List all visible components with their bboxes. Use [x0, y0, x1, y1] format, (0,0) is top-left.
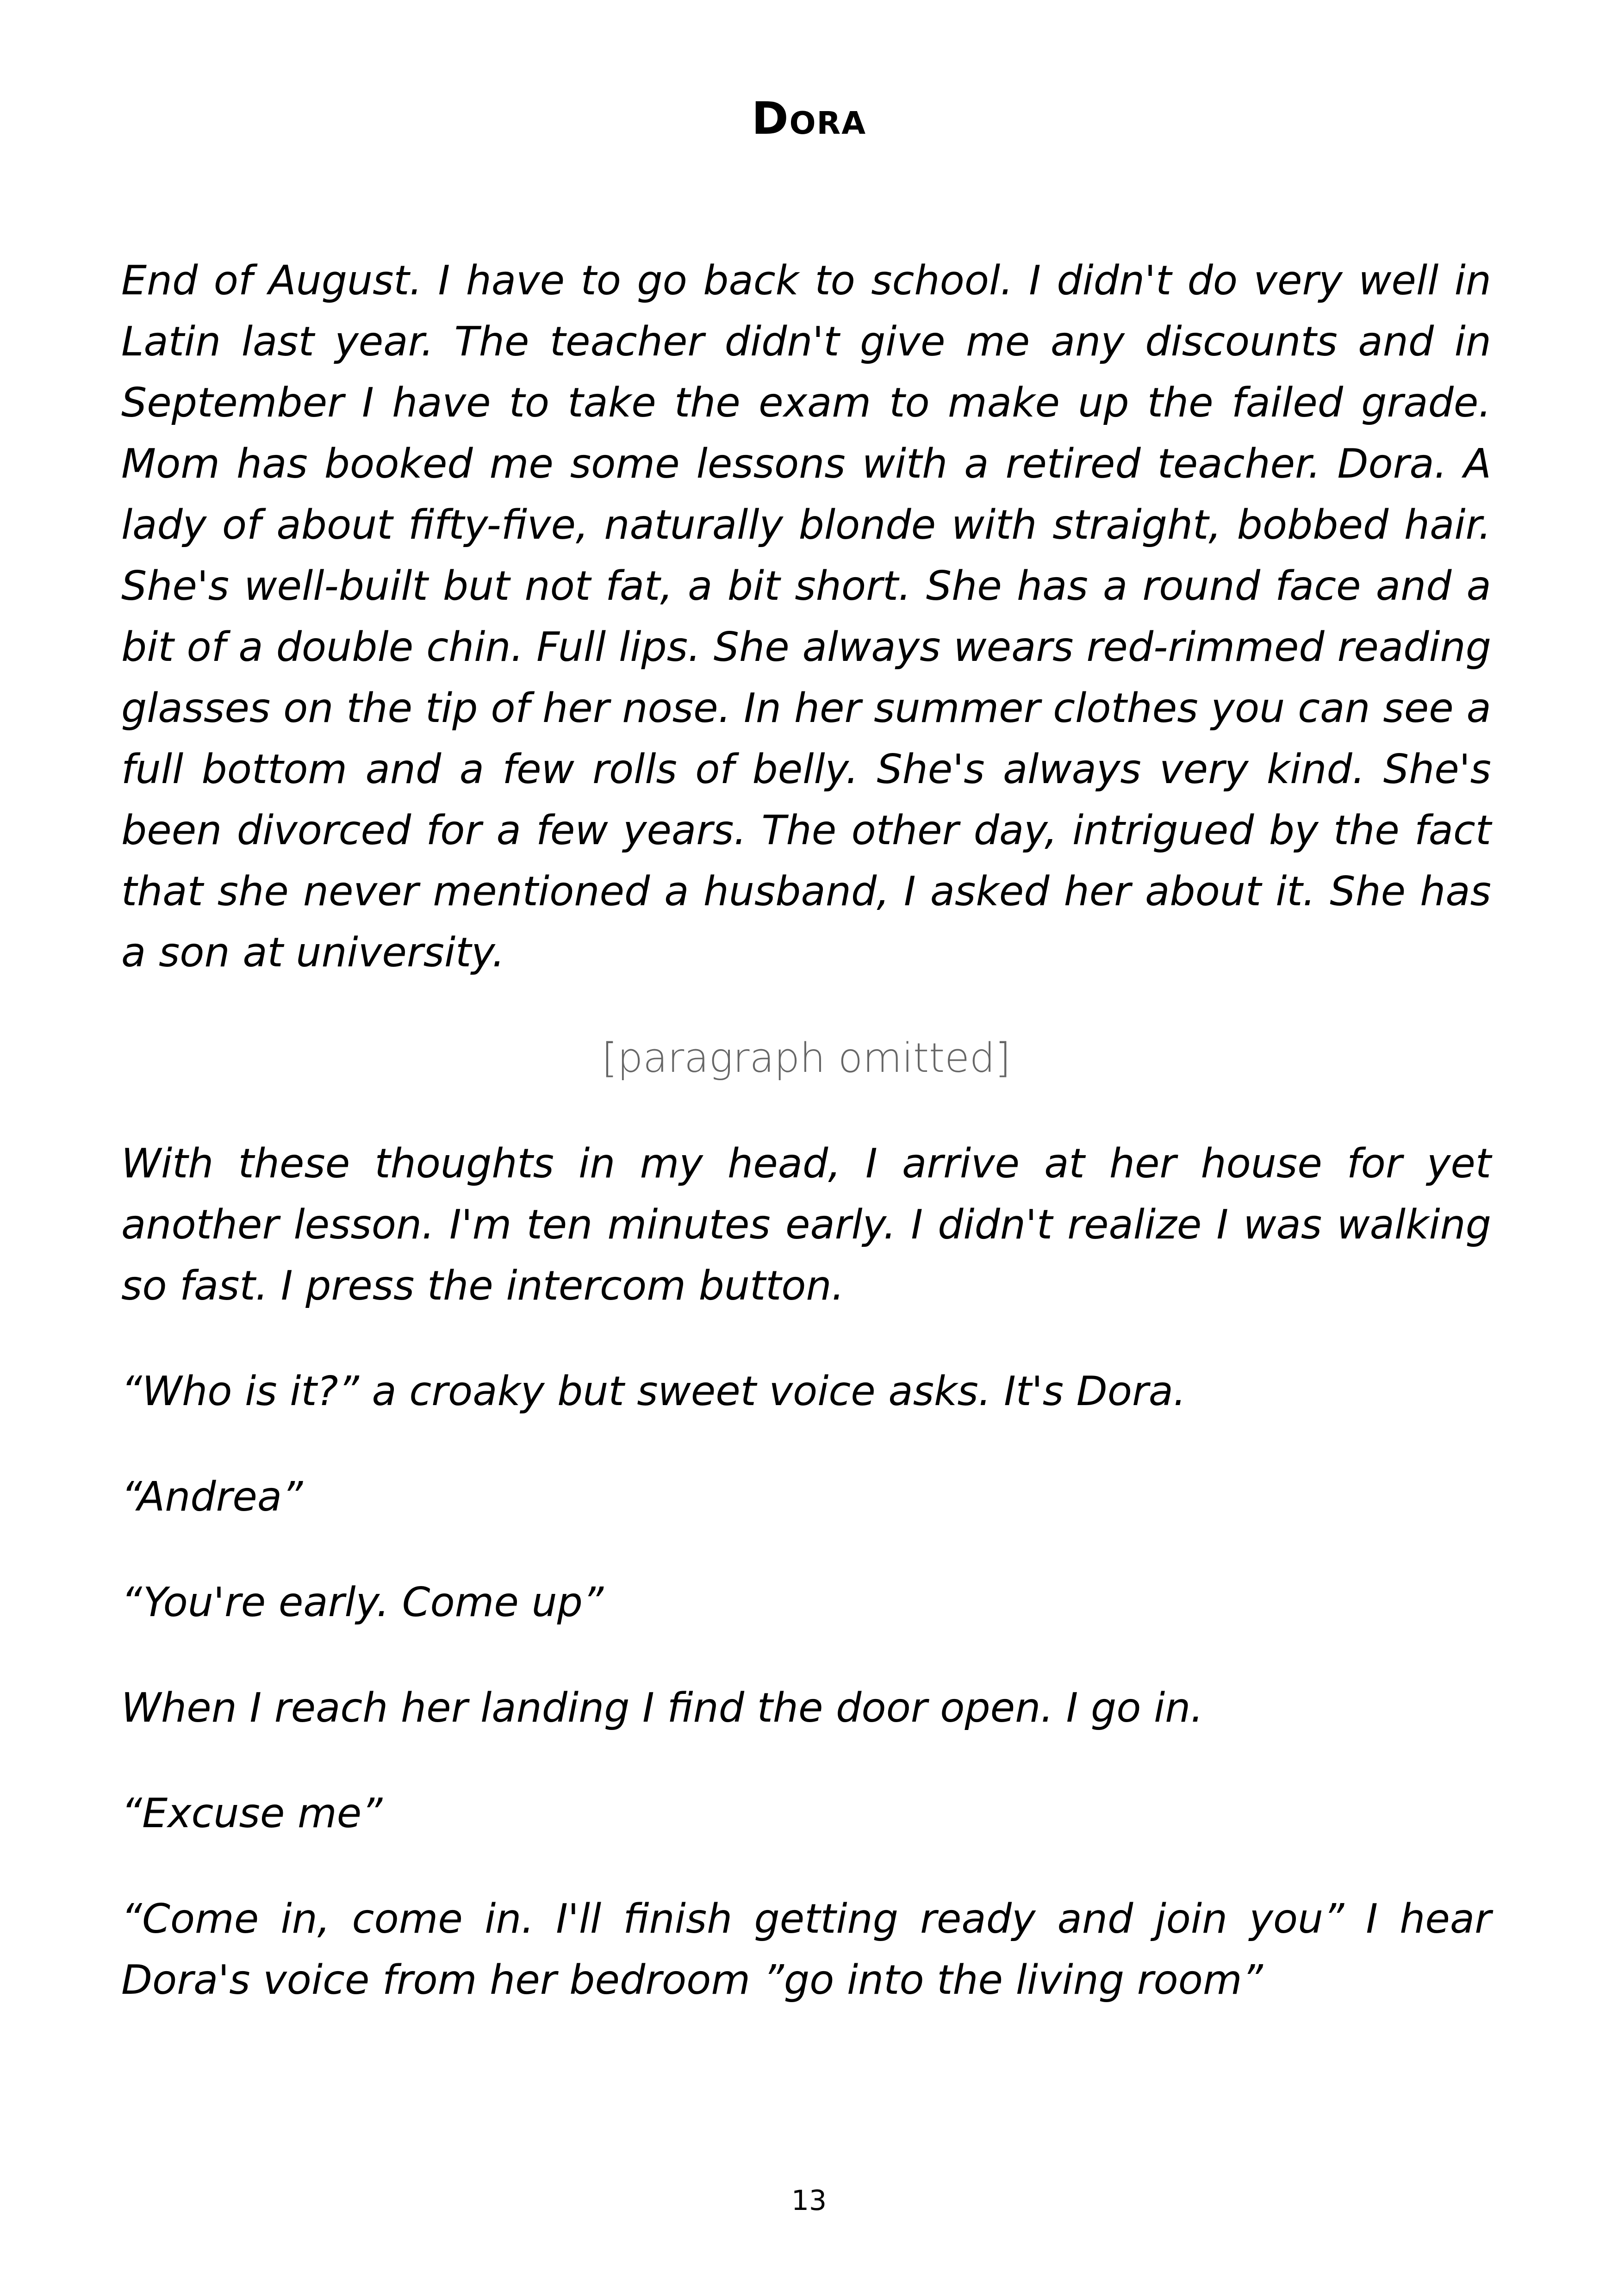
paragraph: With these thoughts in my head, I arrive at her house for yet another lesson. I'm ten minutes early. I didn't realize I was walking so fast. I press the intercom button.: [121, 1140, 1491, 1309]
page-number: 13: [791, 2184, 827, 2217]
dialogue-line: “Andrea”: [121, 1473, 303, 1520]
paragraph: When I reach her landing I find the door open. I go in.: [121, 1684, 1204, 1731]
dialogue-line: “Excuse me”: [121, 1790, 383, 1837]
dialogue-line: “Come in, come in. I'll finish getting ready and join you” I hear Dora's voice from her bedroom ”go into the living room”: [121, 1895, 1491, 2004]
paragraph-omitted: [paragraph omitted]: [602, 1034, 1011, 1082]
dialogue-line: “Who is it?” a croaky but sweet voice asks. It's Dora.: [121, 1368, 1186, 1415]
chapter-body: [121, 250, 1491, 2055]
chapter-title: Dora: [751, 93, 867, 144]
dialogue-line: “You're early. Come up”: [121, 1579, 604, 1626]
paragraph: End of August. I have to go back to school. I didn't do very well in Latin last year. The teacher didn't give me any discounts and in September I have to take the exam to make up the failed grade. Mom has booked me some lessons with a retired teacher. Dora. A lady of about fifty-five, naturally blonde with straight, bobbed hair. She's well-built but not fat, a bit short. She has a round face and a bit of a double chin. Full lips. She always wears red-rimmed reading glasses on the tip of her nose. In her summer clothes you can see a full bottom and a few rolls of belly. She's always very kind. She's been divorced for a few years. The other day, intrigued by the fact that she never mentioned a husband, I asked her about it. She has a son at university.: [121, 257, 1491, 976]
